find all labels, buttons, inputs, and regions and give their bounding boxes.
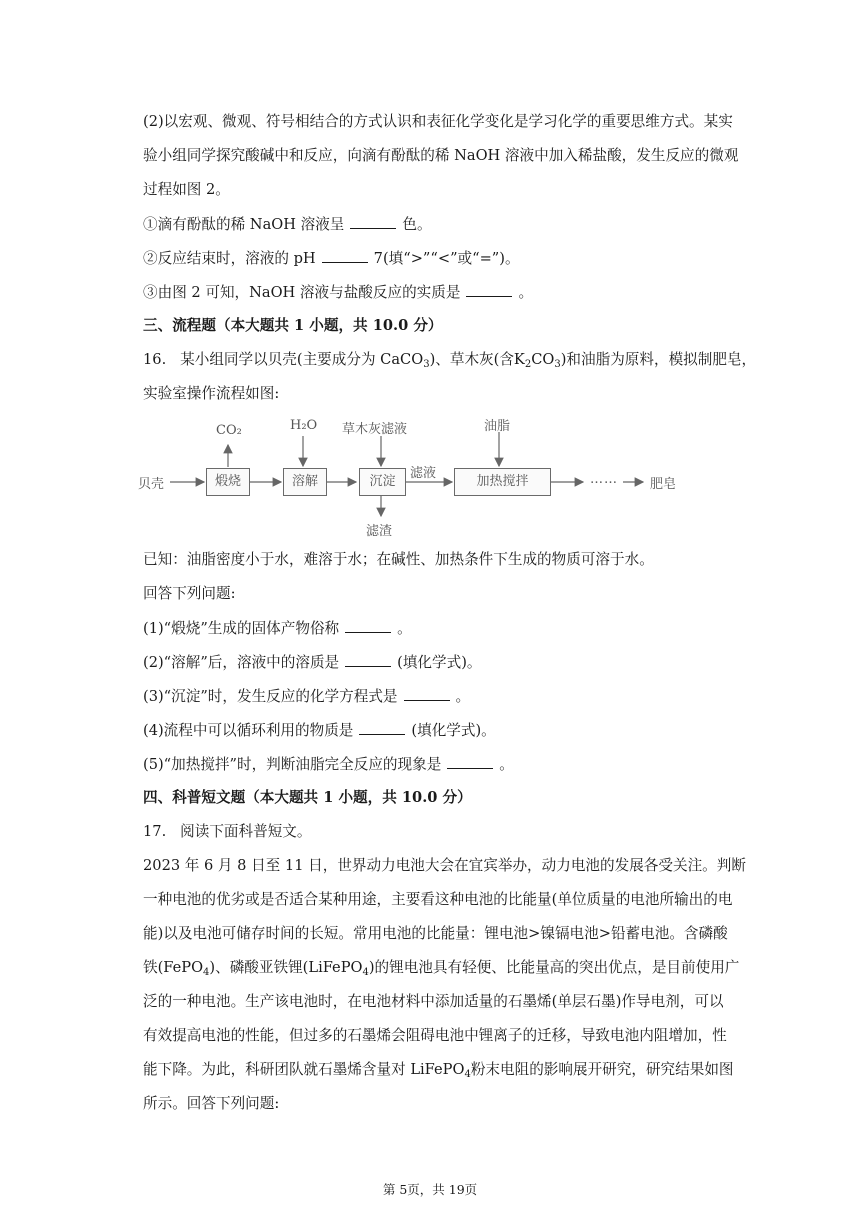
question-line-2 <box>143 248 773 269</box>
answer-blank[interactable] <box>447 754 493 769</box>
answer-blank[interactable] <box>404 686 450 701</box>
question-text: 。 <box>518 284 534 301</box>
answer-prompt: 回答下列问题: <box>143 585 236 602</box>
water-label: H₂O <box>290 418 318 433</box>
question-text: (4)流程中可以循环利用的物质是 <box>143 722 354 739</box>
text: )、磷酸亚铁锂(LiFePO <box>209 959 363 976</box>
text: 铁(FePO <box>143 959 204 976</box>
answer-blank[interactable] <box>345 652 391 667</box>
start-label: 贝壳 <box>138 477 165 492</box>
sub-question-4 <box>143 720 773 741</box>
question-16-line-2: 实验室操作流程如图: <box>143 385 280 402</box>
question-text: 。 <box>397 620 412 637</box>
question-17-title: 17. 阅读下面科普短文。 <box>143 823 312 840</box>
subscript: 4 <box>464 1069 471 1080</box>
answer-blank[interactable] <box>345 618 391 633</box>
article-line: 能)以及电池可储存时间的长短。常用电池的比能量：锂电池>镍镉电池>铅蓄电池。含磷酸 <box>143 925 728 942</box>
question-text: 。 <box>455 688 471 705</box>
subscript: 3 <box>554 359 561 370</box>
text: )、草木灰(含K <box>429 351 525 368</box>
text: 粉末电阻的影响展开研究，研究结果如图 <box>470 1061 734 1078</box>
text: 能下降。为此，科研团队就石墨烯含量对 LiFePO <box>143 1061 465 1078</box>
subscript: 3 <box>423 359 430 370</box>
text: )的锂电池具有轻便、比能量高的突出优点，是目前使用广 <box>368 959 740 976</box>
text: CO <box>531 351 555 368</box>
article-line: 所示。回答下列问题: <box>143 1095 280 1112</box>
sub-question-2 <box>143 652 773 673</box>
question-text: (填化学式)。 <box>411 722 496 739</box>
answer-blank[interactable] <box>350 214 396 229</box>
sub-question-1 <box>143 618 773 639</box>
text: 16. 某小组同学以贝壳(主要成分为 CaCO <box>143 351 424 368</box>
known-info: 已知：油脂密度小于水，难溶于水；在碱性、加热条件下生成的物质可溶于水。 <box>143 551 654 568</box>
article-line: 一种电池的优劣或是否适合某种用途，主要看这种电池的比能量(单位质量的电池所输出的电 <box>143 891 733 908</box>
question-text: (2)“溶解”后，溶液中的溶质是 <box>143 654 340 671</box>
paragraph-line: (2)以宏观、微观、符号相结合的方式认识和表征化学变化是学习化学的重要思维方式。某实 <box>143 113 733 130</box>
question-text: (3)“沉淀”时，发生反应的化学方程式是 <box>143 688 398 705</box>
article-line: 有效提高电池的性能，但过多的石墨烯会阻碍电池中锂离子的迁移，导致电池内阻增加，性 <box>143 1027 727 1044</box>
question-text: (1)“煅烧”生成的固体产物俗称 <box>143 620 340 637</box>
article-line: 泛的一种电池。生产该电池时，在电池材料中添加适量的石墨烯(单层石墨)作导电剂，可以 <box>143 993 724 1010</box>
page-footer: 第 5页，共 19页 <box>382 1182 478 1197</box>
ash-filtrate-label: 草木灰滤液 <box>342 422 408 437</box>
step-dissolve: 溶解 <box>283 468 327 496</box>
step-heat-stir: 加热搅拌 <box>454 468 551 496</box>
step-precipitate: 沉淀 <box>359 468 406 496</box>
ellipsis-label: …… <box>590 472 618 487</box>
oil-label: 油脂 <box>484 419 511 434</box>
step-calcine: 煅烧 <box>206 468 250 496</box>
question-text: (5)“加热搅拌”时，判断油脂完全反应的现象是 <box>143 756 442 773</box>
question-16-line-1 <box>143 350 773 370</box>
residue-label: 滤渣 <box>366 524 393 539</box>
answer-blank[interactable] <box>359 720 405 735</box>
subscript: 2 <box>524 359 532 370</box>
article-line <box>143 958 773 978</box>
question-text: 色。 <box>402 216 432 233</box>
co2-label: CO₂ <box>216 423 242 438</box>
text: )和油脂为原料，模拟制肥皂， <box>560 351 757 368</box>
question-text: ③由图 2 可知，NaOH 溶液与盐酸反应的实质是 <box>143 284 461 301</box>
article-line <box>143 1060 773 1080</box>
question-text: 7(填“>”“<”或“=”)。 <box>373 250 520 267</box>
question-line-3 <box>143 282 773 303</box>
question-text: (填化学式)。 <box>397 654 482 671</box>
paragraph-line: 过程如图 2。 <box>143 181 230 198</box>
sub-question-5 <box>143 754 773 775</box>
answer-blank[interactable] <box>322 248 368 263</box>
question-text: ①滴有酚酞的稀 NaOH 溶液呈 <box>143 216 345 233</box>
article-line: 2023 年 6 月 8 日至 11 日，世界动力电池大会在宜宾举办，动力电池的发展各受关注。判断 <box>143 857 746 874</box>
sub-question-3 <box>143 686 773 707</box>
section-heading: 三、流程题（本大题共 1 小题，共 10.0 分） <box>143 317 443 334</box>
question-text: 。 <box>499 756 514 773</box>
end-label: 肥皂 <box>650 477 677 492</box>
question-line-1 <box>143 214 773 235</box>
process-flow-diagram <box>138 412 718 548</box>
paragraph-line: 验小组同学探究酸碱中和反应，向滴有酚酞的稀 NaOH 溶液中加入稀盐酸，发生反应的微观 <box>143 147 739 164</box>
question-text: ②反应结束时，溶液的 pH <box>143 250 316 267</box>
subscript: 4 <box>362 967 369 978</box>
answer-blank[interactable] <box>466 282 512 297</box>
subscript: 4 <box>203 967 210 978</box>
filtrate-label: 滤液 <box>410 466 437 481</box>
section-heading: 四、科普短文题（本大题共 1 小题，共 10.0 分） <box>143 789 472 806</box>
